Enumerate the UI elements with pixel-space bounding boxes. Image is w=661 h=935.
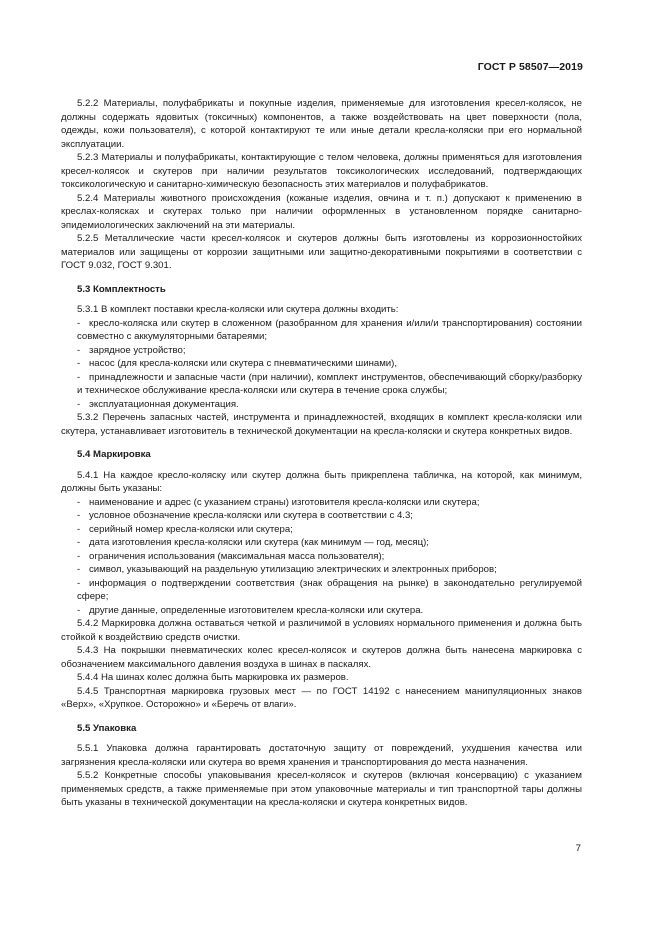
list-item (61, 523, 582, 537)
list-dash: - (77, 523, 81, 535)
standard-code: ГОСТ Р 58507—2019 (477, 61, 583, 73)
paragraph-5-5-1: 5.5.1 Упаковка должна гарантировать достаточную защиту от повреждений, ухудшения качества или загрязнения кресла-коляски или скутера во время хранения и транспортирования до места назначения. (61, 743, 582, 768)
list-item (61, 536, 582, 550)
list-item-text: символ, указывающий на раздельную утилизацию электрических и электронных приборов; (89, 564, 497, 575)
list-dash: - (77, 496, 81, 508)
paragraph-5-5-2: 5.5.2 Конкретные способы упаковывания кресел-колясок и скутеров (включая консервацию) с указанием применяемых средств, а также применяемые при этом упаковочные материалы и тип транспортной тары должны быть указаны в технической документации на кресла-коляски и скутера конкретных видов. (61, 770, 582, 808)
list-item (61, 398, 582, 412)
list-item-text: ограничения использования (максимальная масса пользователя); (89, 550, 385, 562)
list-item (61, 509, 582, 523)
list-item-text: дата изготовления кресла-коляски или скутера (как минимум — год, месяц); (89, 537, 429, 548)
list-item (61, 563, 582, 577)
list-dash: - (77, 510, 81, 521)
paragraph-5-2-3: 5.2.3 Материалы и полуфабрикаты, контактирующие с телом человека, должны применяться для изготовления кресел-колясок и скутеров при наличии результатов токсикологических исследований, подтверждающих токсикологическую и санитарно-химическую безопасность этих материалов и полуфабрикатов. (61, 152, 582, 190)
list-dash: - (77, 577, 81, 589)
paragraph-5-4-4: 5.4.4 На шинах колес должна быть маркировка их размеров. (77, 672, 349, 683)
section-heading-5-3: 5.3 Комплектность (77, 283, 166, 295)
list-item (61, 496, 582, 510)
section-heading-5-4: 5.4 Маркировка (77, 449, 151, 460)
list-item (61, 357, 582, 371)
list-item-text: кресло-коляска или скутер в сложенном (разобранном для хранения и/или/и транспортирования) состоянии совместно с аккумуляторными батареями; (77, 317, 582, 342)
list-item-text: принадлежности и запасные части (при наличии), комплект инструментов, обеспечивающий сборку/разборку и техническое обслуживание кресла-коляски или скутера в течение срока службы; (77, 371, 582, 396)
list-dash: - (77, 537, 81, 548)
list-dash: - (77, 564, 81, 575)
paragraph-5-4-2: 5.4.2 Маркировка должна оставаться четкой и различимой в условиях нормального применения и должна быть стойкой к воздействию средств очистки. (61, 618, 582, 643)
page-number: 7 (575, 843, 581, 854)
paragraph-5-4-1: 5.4.1 На каждое кресло-коляску или скутер должна быть прикреплена табличка, на которой, как минимум, должны быть указаны: (61, 469, 582, 494)
paragraph-5-3-1: 5.3.1 В комплект поставки кресла-коляски или скутера должны входить: (77, 304, 399, 315)
paragraph-5-2-5: 5.2.5 Металлические части кресел-колясок и скутеров должны быть изготовлены из коррозионностойких материалов или защищены от коррозии защитными или защитно-декоративными покрытиями в соответствии с ГОСТ 9.032, ГОСТ 9.301. (61, 233, 582, 271)
list-dash: - (77, 358, 81, 369)
paragraph-5-4-5: 5.4.5 Транспортная маркировка грузовых мест — по ГОСТ 14192 с нанесением манипуляционных знаков «Верх», «Хрупкое. Осторожно» и «Беречь от влаги». (61, 685, 582, 710)
list-item (61, 371, 582, 398)
list-item-text: условное обозначение кресла-коляски или скутера в соответствии с 4.3; (89, 510, 413, 521)
list-item-text: насос (для кресла-коляски или скутера с пневматическими шинами), (89, 358, 398, 369)
document-body (61, 97, 582, 810)
list-item (61, 577, 582, 604)
list-item (61, 550, 582, 564)
list-item-text: наименование и адрес (с указанием страны) изготовителя кресла-коляски или скутера; (89, 496, 480, 508)
list-item-text: серийный номер кресла-коляски или скутера; (89, 523, 293, 535)
list-item (61, 317, 582, 344)
list-dash: - (77, 317, 81, 329)
list-item-text: информация о подтверждении соответствия (знак обращения на рынке) в законодательно регулируемой сфере; (77, 577, 582, 602)
list-dash: - (77, 604, 81, 616)
paragraph-5-2-2: 5.2.2 Материалы, полуфабрикаты и покупные изделия, применяемые для изготовления кресел-колясок, не должны содержать ядовитых (токсичных) компонентов, а также воздействовать на цвет поверхности (пола, одежды, кожи пользователя), с которой контактируют те или иные детали кресла-коляски при его нормальной эксплуатации. (61, 98, 582, 150)
list-item-text: эксплуатационная документация. (89, 398, 239, 410)
list-dash: - (77, 344, 81, 356)
paragraph-5-2-4: 5.2.4 Материалы животного происхождения (кожаные изделия, овчина и т. п.) допускают к применению в креслах-колясках и скутерах только при наличии оформленных в установленном порядке санитарно-эпидемиологических заключений на эти материалы. (61, 192, 582, 231)
list-item (61, 604, 582, 618)
section-heading-5-5: 5.5 Упаковка (77, 722, 137, 734)
list-dash: - (77, 550, 81, 562)
list-dash: - (77, 398, 81, 410)
list-item (61, 344, 582, 358)
paragraph-5-4-3: 5.4.3 На покрышки пневматических колес кресел-колясок и скутеров должна быть нанесена маркировка с обозначением максимального давления воздуха в шинах в паскалях. (61, 645, 582, 670)
list-item-text: другие данные, определенные изготовителем кресла-коляски или скутера. (89, 604, 424, 616)
list-item-text: зарядное устройство; (89, 344, 186, 356)
paragraph-5-3-2: 5.3.2 Перечень запасных частей, инструмента и принадлежностей, входящих в комплект кресла-коляски или скутера, устанавливает изготовитель в технической документации на кресла-коляски и скутера конкретных видов. (61, 412, 582, 437)
list-dash: - (77, 371, 81, 383)
